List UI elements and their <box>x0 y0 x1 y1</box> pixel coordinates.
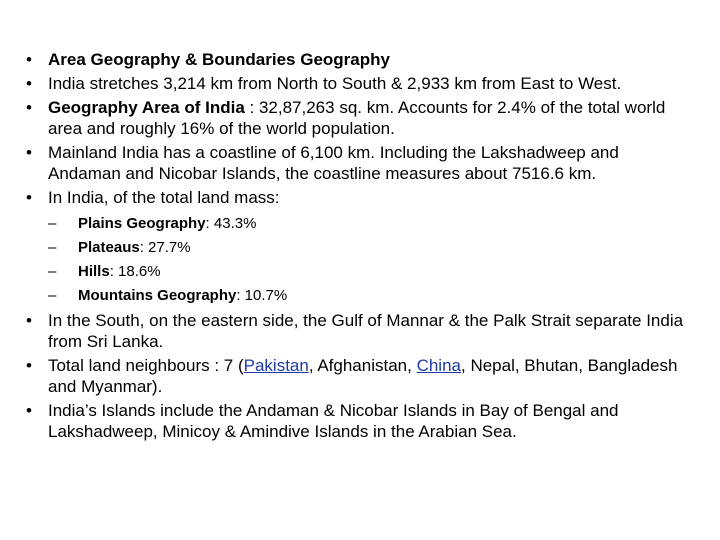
land-mass-item <box>48 238 694 257</box>
neighbours-suffix: , Nepal, Bhutan, Bangladesh and Myanmar). <box>48 356 678 396</box>
bullet-land-mass <box>26 187 694 305</box>
land-mass-value: : 18.6% <box>109 263 161 280</box>
pakistan-link[interactable]: Pakistan <box>243 356 309 375</box>
bullet-neighbours <box>26 355 694 397</box>
land-mass-value: : 10.7% <box>236 287 288 304</box>
land-mass-list <box>48 214 694 305</box>
neighbours-prefix: Total land neighbours : 7 ( <box>48 356 244 375</box>
bullet-area <box>26 97 694 139</box>
bullet-islands: • India’s Islands include the Andaman & Nicobar Islands in Bay of Bengal and Lakshadweep, Minicoy & Amindive Islands in the Arabian Sea. <box>26 400 694 442</box>
area-text: : 32,87,263 sq. km. Accounts for 2.4% of the total world area and roughly 16% of the world population. <box>48 98 666 138</box>
land-mass-label: Mountains Geography <box>78 287 237 304</box>
land-mass-label: Plateaus <box>78 239 140 256</box>
bullet-sri-lanka: • In the South, on the eastern side, the Gulf of Mannar & the Palk Strait separate India from Sri Lanka. <box>26 310 694 352</box>
heading-text: Area Geography & Boundaries Geography <box>48 50 390 69</box>
china-link[interactable]: China <box>416 356 461 375</box>
land-mass-label: Hills <box>78 263 110 280</box>
land-mass-label: Plains Geography <box>78 215 206 232</box>
bullet-heading <box>26 49 694 70</box>
bullet-coastline: • Mainland India has a coastline of 6,100 km. Including the Lakshadweep and Andaman and Nicobar Islands, the coastline measures about 7516.6 km. <box>26 142 694 184</box>
land-mass-value: : 43.3% <box>205 215 257 232</box>
land-mass-value: : 27.7% <box>139 239 191 256</box>
land-mass-item <box>48 262 694 281</box>
area-label: Geography Area of India <box>48 98 245 117</box>
land-mass-item <box>48 286 694 305</box>
neighbours-mid: , Afghanistan, <box>308 356 417 375</box>
land-mass-item <box>48 214 694 233</box>
bullet-list <box>26 49 694 445</box>
land-mass-intro: In India, of the total land mass: <box>48 188 280 207</box>
bullet-extent: • India stretches 3,214 km from North to South & 2,933 km from East to West. <box>26 73 694 94</box>
